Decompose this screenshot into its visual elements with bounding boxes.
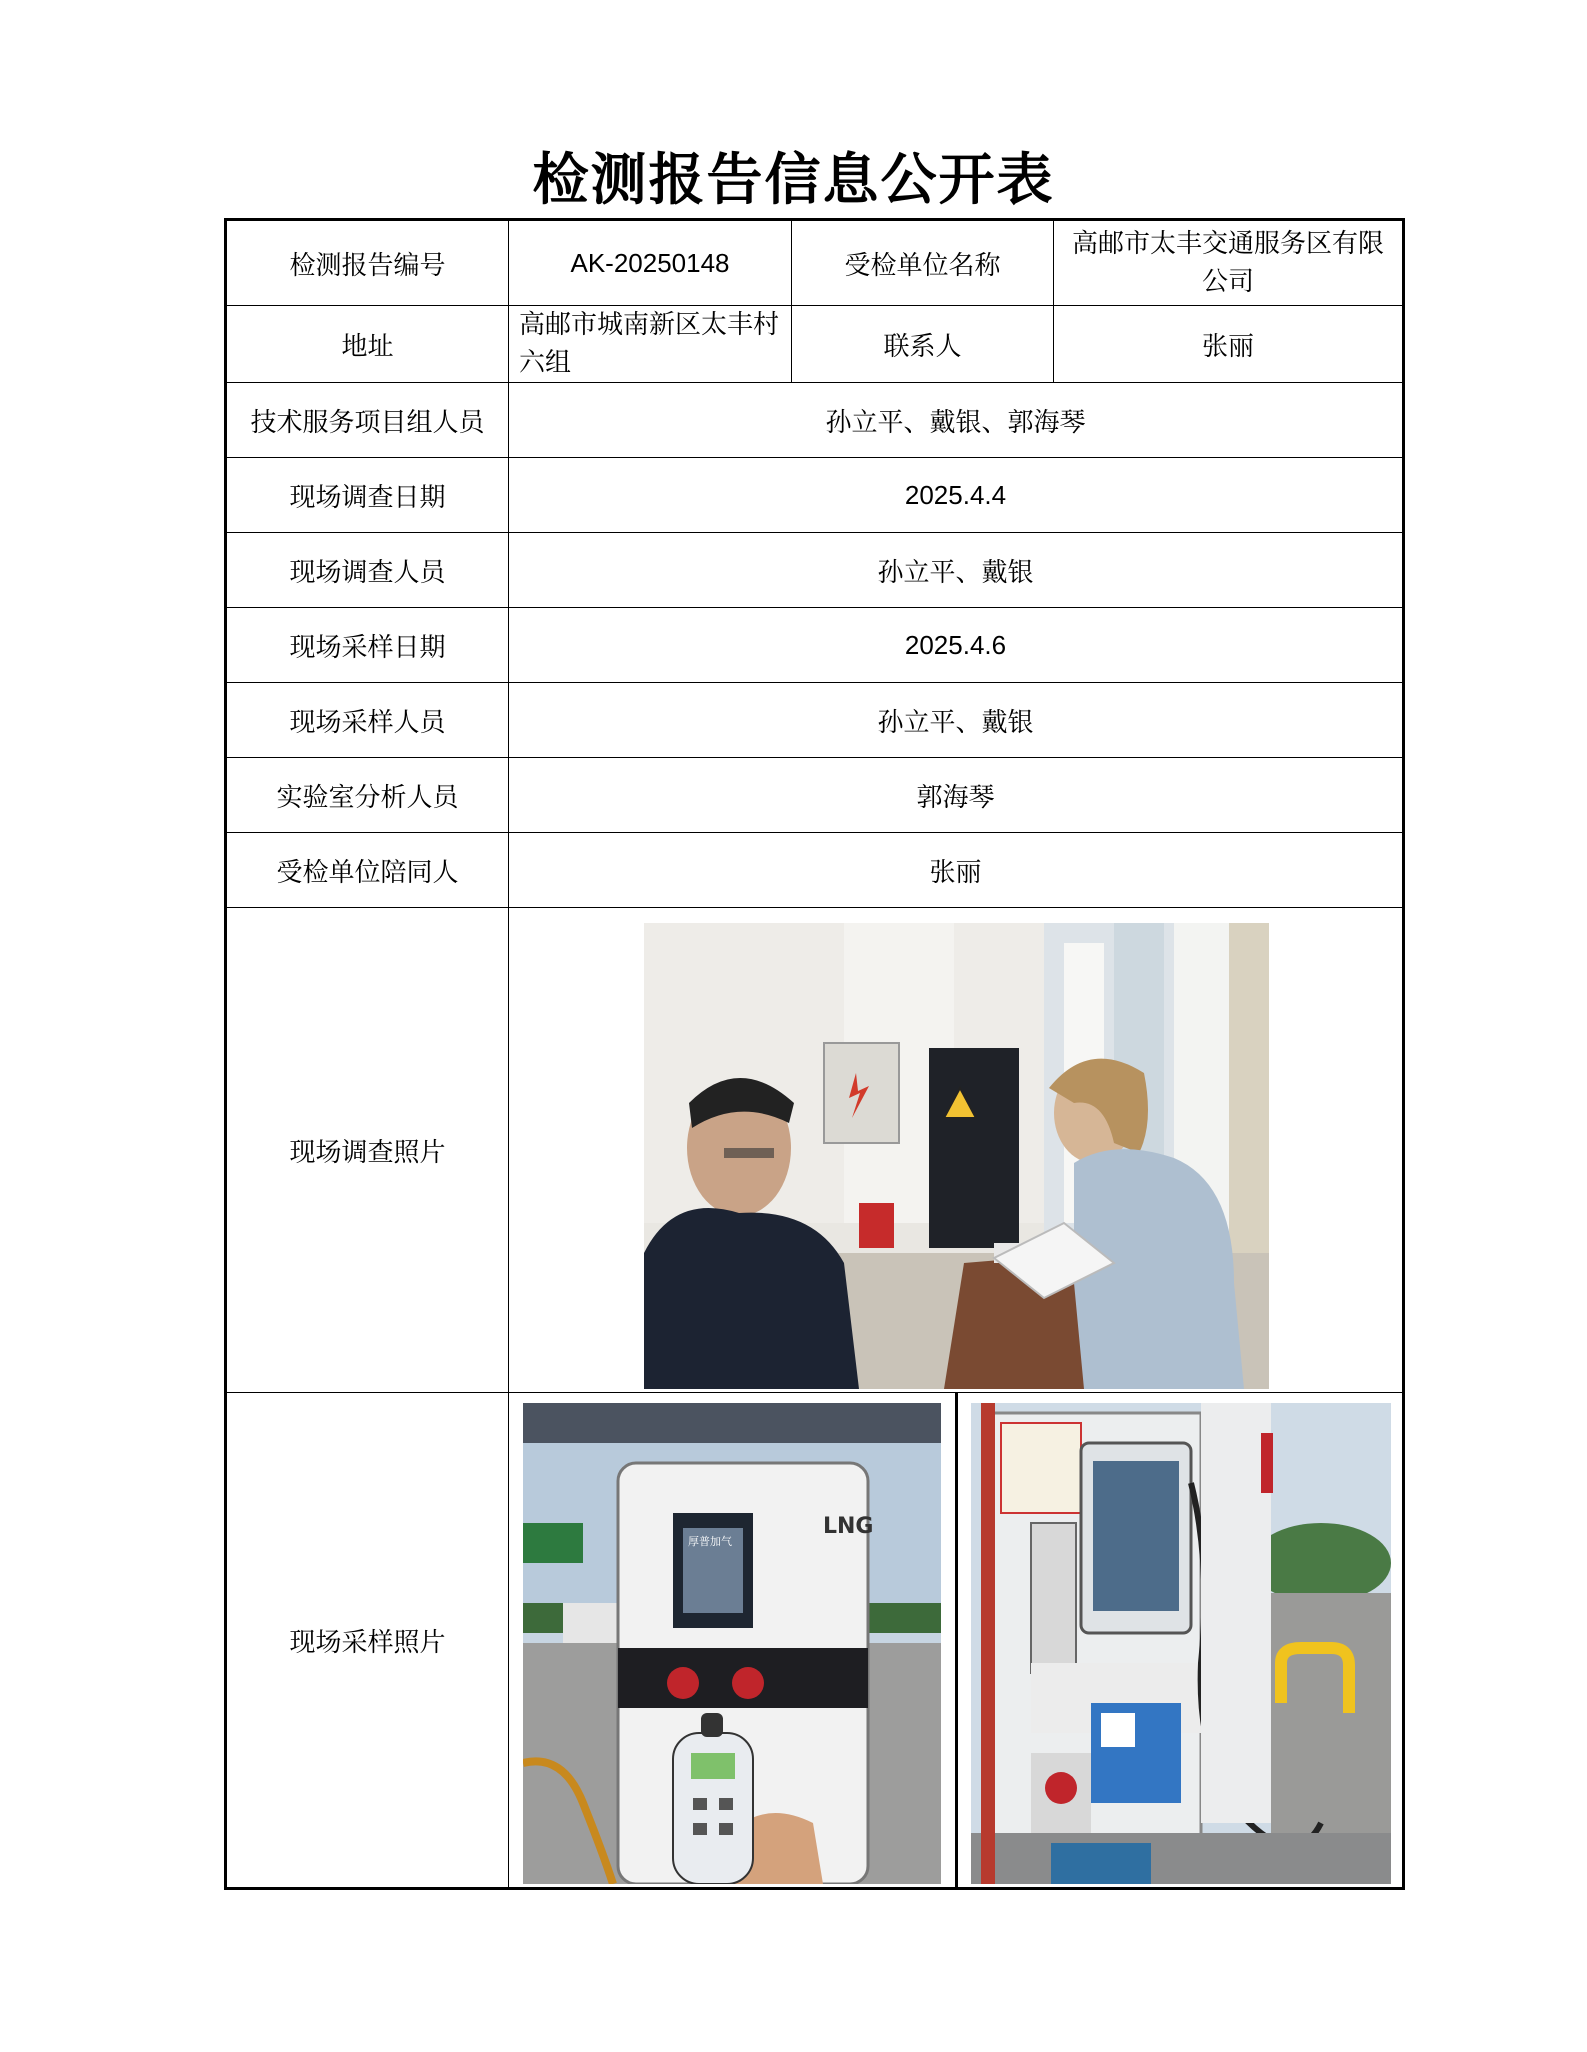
survey-staff-label: 现场调查人员	[226, 533, 509, 608]
lab-staff-value: 郭海琴	[509, 758, 1404, 833]
survey-photo	[644, 923, 1269, 1389]
unit-name-label: 受检单位名称	[792, 220, 1054, 306]
page-title: 检测报告信息公开表	[532, 148, 1055, 213]
photo-divider	[955, 1393, 958, 1889]
table-row	[226, 1393, 1404, 1889]
survey-staff-value: 孙立平、戴银	[509, 533, 1404, 608]
sampling-staff-label: 现场采样人员	[226, 683, 509, 758]
report-table	[224, 218, 1405, 1890]
sampling-date-value: 2025.4.6	[509, 608, 1404, 683]
contact-label: 联系人	[792, 306, 1054, 383]
unit-name-value: 高邮市太丰交通服务区有限公司	[1054, 220, 1404, 306]
sampling-photo-right	[971, 1403, 1391, 1884]
table-row	[226, 533, 1404, 608]
table-row	[226, 220, 1404, 306]
table-row	[226, 683, 1404, 758]
dispenser-screen-text: 厚普加气	[688, 1535, 732, 1548]
contact-value: 张丽	[1054, 306, 1404, 383]
table-row	[226, 608, 1404, 683]
team-label: 技术服务项目组人员	[226, 383, 509, 458]
survey-date-value: 2025.4.4	[509, 458, 1404, 533]
team-value: 孙立平、戴银、郭海琴	[509, 383, 1404, 458]
escort-value: 张丽	[509, 833, 1404, 908]
table-row	[226, 908, 1404, 1393]
report-no-label: 检测报告编号	[226, 220, 509, 306]
survey-photo-cell	[509, 908, 1404, 1393]
sampling-photo-left	[523, 1403, 941, 1884]
sampling-photo-cell	[509, 1393, 1404, 1889]
survey-date-label: 现场调查日期	[226, 458, 509, 533]
sampling-staff-value: 孙立平、戴银	[509, 683, 1404, 758]
survey-photo-label: 现场调查照片	[226, 908, 509, 1393]
escort-label: 受检单位陪同人	[226, 833, 509, 908]
address-label: 地址	[226, 306, 509, 383]
sampling-date-label: 现场采样日期	[226, 608, 509, 683]
sampling-photo-label: 现场采样照片	[226, 1393, 509, 1889]
table-row	[226, 458, 1404, 533]
report-no-value: AK-20250148	[509, 220, 792, 306]
dispenser-lng-text: LNG	[823, 1514, 874, 1539]
table-row	[226, 383, 1404, 458]
table-row	[226, 758, 1404, 833]
lab-staff-label: 实验室分析人员	[226, 758, 509, 833]
address-value: 高邮市城南新区太丰村六组	[509, 306, 792, 383]
table-row	[226, 306, 1404, 383]
table-row	[226, 833, 1404, 908]
